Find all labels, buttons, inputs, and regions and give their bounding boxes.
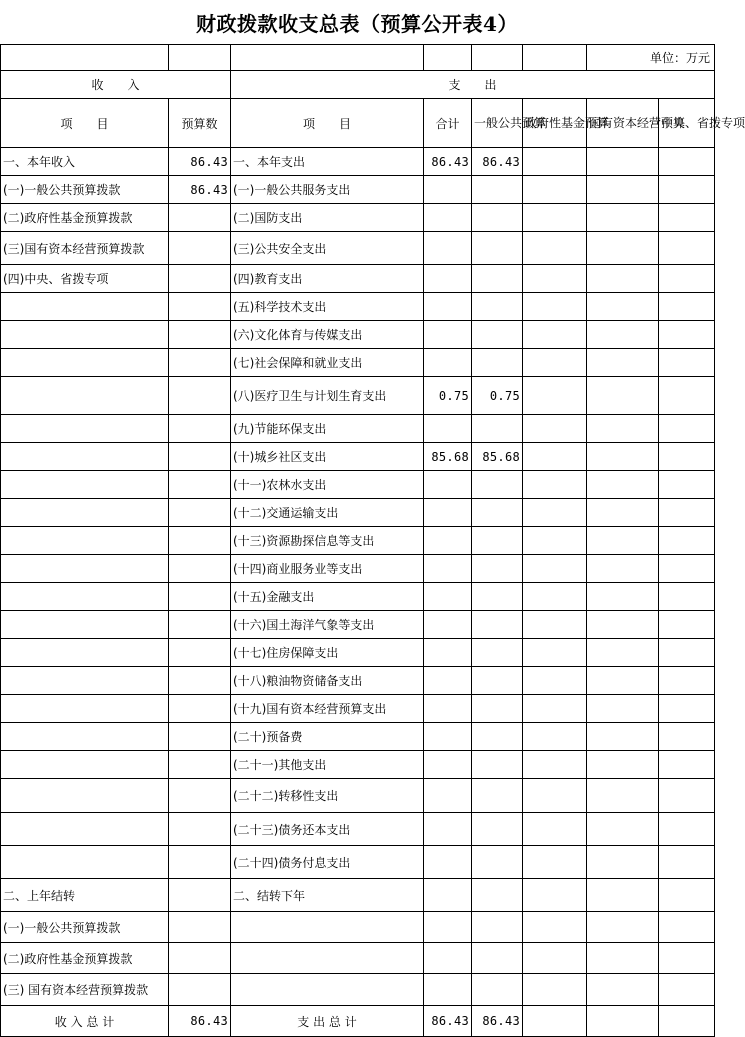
income-item-cell: (二)政府性基金预算拨款 [1, 943, 169, 974]
gov-fund-cell [523, 667, 587, 695]
general-budget-cell [472, 415, 523, 443]
general-budget-cell [472, 499, 523, 527]
state-capital-cell [587, 471, 659, 499]
income-amount-cell [169, 499, 231, 527]
expense-total-cell [424, 555, 472, 583]
expense-item-cell: (二十一)其他支出 [231, 751, 424, 779]
expense-total-cell [424, 912, 472, 943]
table-row [1, 943, 715, 974]
gov-fund-cell [523, 779, 587, 813]
expense-total-cell [424, 176, 472, 204]
table-row [1, 443, 715, 471]
expense-item-cell [231, 912, 424, 943]
state-capital-cell [587, 583, 659, 611]
central-provincial-cell [659, 846, 715, 879]
income-amount-cell [169, 377, 231, 415]
gov-fund-cell [523, 912, 587, 943]
gov-fund-cell [523, 265, 587, 293]
state-capital-total [587, 1006, 659, 1037]
expense-item-cell: 二、结转下年 [231, 879, 424, 912]
income-amount-cell [169, 723, 231, 751]
table-row [1, 583, 715, 611]
income-total-amount: 86.43 [169, 1006, 231, 1037]
general-budget-cell [472, 912, 523, 943]
income-item-cell [1, 499, 169, 527]
state-capital-cell [587, 377, 659, 415]
table-row [1, 813, 715, 846]
gov-fund-cell [523, 846, 587, 879]
expense-total-cell [424, 611, 472, 639]
income-amount-cell [169, 204, 231, 232]
expense-total-cell: 86.43 [424, 148, 472, 176]
central-provincial-cell [659, 377, 715, 415]
expense-item-cell: (二十四)债务付息支出 [231, 846, 424, 879]
central-provincial-cell [659, 667, 715, 695]
income-item-cell: (三) 国有资本经营预算拨款 [1, 974, 169, 1006]
central-provincial-cell [659, 499, 715, 527]
general-budget-cell [472, 639, 523, 667]
income-item-cell [1, 751, 169, 779]
expense-total-cell [424, 583, 472, 611]
state-capital-cell [587, 265, 659, 293]
expense-item-cell: (十三)资源勘探信息等支出 [231, 527, 424, 555]
gov-fund-header: 政府性基金预算 [523, 99, 587, 148]
central-provincial-cell [659, 148, 715, 176]
gov-fund-cell [523, 751, 587, 779]
state-capital-cell [587, 912, 659, 943]
income-amount-cell [169, 265, 231, 293]
general-budget-cell [472, 527, 523, 555]
income-amount-cell [169, 912, 231, 943]
expense-item-cell [231, 974, 424, 1006]
income-item-cell [1, 555, 169, 583]
income-amount-cell [169, 321, 231, 349]
gov-fund-cell [523, 232, 587, 265]
expense-total-cell [424, 499, 472, 527]
general-budget-cell [472, 232, 523, 265]
expense-total-cell [424, 265, 472, 293]
expense-item-cell: (十八)粮油物资储备支出 [231, 667, 424, 695]
table-row [1, 667, 715, 695]
income-amount-cell [169, 943, 231, 974]
table-row [1, 321, 715, 349]
income-item-cell [1, 349, 169, 377]
income-amount-cell [169, 846, 231, 879]
general-budget-cell: 0.75 [472, 377, 523, 415]
expense-total-cell [424, 723, 472, 751]
expense-item-cell: (四)教育支出 [231, 265, 424, 293]
state-capital-cell [587, 148, 659, 176]
expense-total-cell [424, 943, 472, 974]
expense-item-cell: (十)城乡社区支出 [231, 443, 424, 471]
central-provincial-cell [659, 974, 715, 1006]
gov-fund-cell [523, 695, 587, 723]
income-section-header: 收 入 [1, 71, 231, 99]
state-capital-cell [587, 293, 659, 321]
gov-fund-cell [523, 349, 587, 377]
general-budget-cell [472, 879, 523, 912]
general-budget-cell [472, 846, 523, 879]
expense-total-cell [424, 471, 472, 499]
gov-fund-cell [523, 204, 587, 232]
expense-item-cell: (七)社会保障和就业支出 [231, 349, 424, 377]
income-item-cell [1, 415, 169, 443]
table-row [1, 293, 715, 321]
central-provincial-cell [659, 265, 715, 293]
central-provincial-cell [659, 293, 715, 321]
income-amount-cell [169, 415, 231, 443]
expense-total-cell [424, 974, 472, 1006]
unit-row [1, 45, 715, 71]
income-item-cell [1, 377, 169, 415]
state-capital-cell [587, 974, 659, 1006]
general-budget-cell [472, 176, 523, 204]
central-provincial-cell [659, 723, 715, 751]
expense-total-cell [424, 232, 472, 265]
gov-fund-cell [523, 813, 587, 846]
state-capital-cell [587, 813, 659, 846]
income-amount-cell: 86.43 [169, 148, 231, 176]
central-provincial-cell [659, 879, 715, 912]
central-provincial-cell [659, 751, 715, 779]
general-budget-cell: 86.43 [472, 148, 523, 176]
central-provincial-cell [659, 639, 715, 667]
income-item-cell: (四)中央、省拨专项 [1, 265, 169, 293]
state-capital-cell [587, 667, 659, 695]
central-provincial-cell [659, 583, 715, 611]
expense-item-cell: (十七)住房保障支出 [231, 639, 424, 667]
general-budget-cell [472, 813, 523, 846]
expense-total-cell [424, 751, 472, 779]
state-capital-cell [587, 321, 659, 349]
state-capital-cell [587, 879, 659, 912]
state-capital-header: 国有资本经营预算 [587, 99, 659, 148]
expense-total-cell [424, 667, 472, 695]
expense-item-cell: (九)节能环保支出 [231, 415, 424, 443]
expense-item-cell [231, 943, 424, 974]
income-item-cell: (二)政府性基金预算拨款 [1, 204, 169, 232]
central-provincial-total [659, 1006, 715, 1037]
income-amount-cell [169, 583, 231, 611]
expense-item-cell: (五)科学技术支出 [231, 293, 424, 321]
expense-total-cell [424, 349, 472, 377]
general-budget-cell [472, 667, 523, 695]
general-budget-total: 86.43 [472, 1006, 523, 1037]
table-row [1, 639, 715, 667]
state-capital-cell [587, 349, 659, 377]
central-provincial-cell [659, 611, 715, 639]
income-item-cell [1, 639, 169, 667]
central-provincial-cell [659, 943, 715, 974]
income-item-cell [1, 611, 169, 639]
gov-fund-cell [523, 377, 587, 415]
income-amount-cell [169, 751, 231, 779]
income-item-cell: (一)一般公共预算拨款 [1, 912, 169, 943]
expense-item-cell: (二十二)转移性支出 [231, 779, 424, 813]
totals-row [1, 1006, 715, 1037]
gov-fund-cell [523, 879, 587, 912]
income-item-cell [1, 813, 169, 846]
state-capital-cell [587, 695, 659, 723]
general-budget-cell [472, 204, 523, 232]
section-header-row [1, 71, 715, 99]
income-amount-cell [169, 667, 231, 695]
income-item-cell [1, 583, 169, 611]
gov-fund-cell [523, 471, 587, 499]
general-budget-cell [472, 751, 523, 779]
table-row [1, 611, 715, 639]
expense-item-cell: (八)医疗卫生与计划生育支出 [231, 377, 424, 415]
budget-table [0, 44, 745, 1037]
income-item-cell [1, 293, 169, 321]
table-row [1, 779, 715, 813]
gov-fund-cell [523, 639, 587, 667]
state-capital-cell [587, 415, 659, 443]
gov-fund-cell [523, 974, 587, 1006]
income-item-cell [1, 443, 169, 471]
income-amount-cell [169, 443, 231, 471]
income-amount-cell [169, 349, 231, 377]
central-provincial-cell [659, 415, 715, 443]
general-budget-cell: 85.68 [472, 443, 523, 471]
state-capital-cell [587, 779, 659, 813]
general-budget-cell [472, 611, 523, 639]
gov-fund-cell [523, 943, 587, 974]
general-budget-cell [472, 321, 523, 349]
expense-item-cell: (十四)商业服务业等支出 [231, 555, 424, 583]
income-amount-cell [169, 555, 231, 583]
income-item-cell: (三)国有资本经营预算拨款 [1, 232, 169, 265]
expense-item-cell: (一)一般公共服务支出 [231, 176, 424, 204]
expense-total-cell [424, 813, 472, 846]
expense-item-cell: 一、本年支出 [231, 148, 424, 176]
income-amount-cell [169, 611, 231, 639]
state-capital-cell [587, 639, 659, 667]
income-item-cell: 二、上年结转 [1, 879, 169, 912]
table-row [1, 349, 715, 377]
income-amount-cell [169, 695, 231, 723]
budget-header: 预算数 [169, 99, 231, 148]
general-budget-header: 一般公共预算 [472, 99, 523, 148]
central-provincial-cell [659, 695, 715, 723]
income-item-cell [1, 846, 169, 879]
expense-total-cell [424, 639, 472, 667]
general-budget-cell [472, 974, 523, 1006]
income-amount-cell [169, 471, 231, 499]
central-provincial-cell [659, 912, 715, 943]
table-row [1, 879, 715, 912]
gov-fund-cell [523, 583, 587, 611]
expense-total-cell [424, 321, 472, 349]
state-capital-cell [587, 204, 659, 232]
income-total-label: 收 入 总 计 [1, 1006, 169, 1037]
state-capital-cell [587, 723, 659, 751]
table-row [1, 723, 715, 751]
income-item-cell: 一、本年收入 [1, 148, 169, 176]
state-capital-cell [587, 555, 659, 583]
expense-item-cell: (十二)交通运输支出 [231, 499, 424, 527]
income-amount-cell [169, 232, 231, 265]
unit-label: 单位：万元 [587, 45, 715, 71]
expense-total-cell [424, 293, 472, 321]
central-provincial-cell [659, 471, 715, 499]
gov-fund-cell [523, 443, 587, 471]
state-capital-cell [587, 943, 659, 974]
expense-total-cell: 85.68 [424, 443, 472, 471]
state-capital-cell [587, 499, 659, 527]
general-budget-cell [472, 265, 523, 293]
table-row [1, 148, 715, 176]
table-row [1, 974, 715, 1006]
expense-total-label: 支 出 总 计 [231, 1006, 424, 1037]
expense-total-amount: 86.43 [424, 1006, 472, 1037]
table-row [1, 912, 715, 943]
expense-item-cell: (三)公共安全支出 [231, 232, 424, 265]
general-budget-cell [472, 943, 523, 974]
expense-total-cell: 0.75 [424, 377, 472, 415]
general-budget-cell [472, 779, 523, 813]
central-provincial-cell [659, 204, 715, 232]
expense-section-header: 支 出 [231, 71, 715, 99]
expense-item-cell: (六)文化体育与传媒支出 [231, 321, 424, 349]
central-provincial-cell [659, 779, 715, 813]
table-row [1, 499, 715, 527]
expense-item-cell: (十九)国有资本经营预算支出 [231, 695, 424, 723]
central-provincial-header: 中央、省拨专项 [659, 99, 715, 148]
central-provincial-cell [659, 555, 715, 583]
table-row [1, 204, 715, 232]
general-budget-cell [472, 723, 523, 751]
table-row [1, 232, 715, 265]
state-capital-cell [587, 751, 659, 779]
central-provincial-cell [659, 349, 715, 377]
total-header: 合计 [424, 99, 472, 148]
gov-fund-cell [523, 723, 587, 751]
income-amount-cell [169, 879, 231, 912]
income-item-cell [1, 321, 169, 349]
income-item-cell [1, 471, 169, 499]
income-amount-cell [169, 974, 231, 1006]
expense-item-cell: (二十)预备费 [231, 723, 424, 751]
table-row [1, 265, 715, 293]
general-budget-cell [472, 349, 523, 377]
central-provincial-cell [659, 443, 715, 471]
expense-item-cell: (二十三)债务还本支出 [231, 813, 424, 846]
expense-item-cell: (二)国防支出 [231, 204, 424, 232]
table-row [1, 176, 715, 204]
income-amount-cell [169, 639, 231, 667]
expense-total-cell [424, 695, 472, 723]
state-capital-cell [587, 846, 659, 879]
income-item-cell: (一)一般公共预算拨款 [1, 176, 169, 204]
general-budget-cell [472, 555, 523, 583]
gov-fund-cell [523, 415, 587, 443]
table-row [1, 415, 715, 443]
gov-fund-total [523, 1006, 587, 1037]
table-row [1, 527, 715, 555]
expense-total-cell [424, 415, 472, 443]
expense-item-cell: (十五)金融支出 [231, 583, 424, 611]
state-capital-cell [587, 611, 659, 639]
expense-total-cell [424, 527, 472, 555]
general-budget-cell [472, 695, 523, 723]
income-amount-cell [169, 527, 231, 555]
gov-fund-cell [523, 321, 587, 349]
state-capital-cell [587, 176, 659, 204]
general-budget-cell [472, 583, 523, 611]
general-budget-cell [472, 293, 523, 321]
income-item-cell [1, 695, 169, 723]
general-budget-cell [472, 471, 523, 499]
expense-total-cell [424, 879, 472, 912]
table-row [1, 471, 715, 499]
central-provincial-cell [659, 176, 715, 204]
expense-total-cell [424, 204, 472, 232]
page-title: 财政拨款收支总表（预算公开表4） [196, 11, 518, 36]
gov-fund-cell [523, 499, 587, 527]
table-row [1, 555, 715, 583]
expense-total-cell [424, 779, 472, 813]
income-item-cell [1, 667, 169, 695]
column-header-row [1, 99, 715, 148]
gov-fund-cell [523, 176, 587, 204]
gov-fund-cell [523, 293, 587, 321]
state-capital-cell [587, 232, 659, 265]
income-amount-cell: 86.43 [169, 176, 231, 204]
central-provincial-cell [659, 232, 715, 265]
expense-total-cell [424, 846, 472, 879]
income-amount-cell [169, 813, 231, 846]
state-capital-cell [587, 443, 659, 471]
expense-item-header: 项 目 [231, 99, 424, 148]
gov-fund-cell [523, 148, 587, 176]
income-item-cell [1, 723, 169, 751]
income-amount-cell [169, 293, 231, 321]
table-row [1, 751, 715, 779]
table-row [1, 846, 715, 879]
gov-fund-cell [523, 555, 587, 583]
state-capital-cell [587, 527, 659, 555]
expense-item-cell: (十一)农林水支出 [231, 471, 424, 499]
income-item-header: 项 目 [1, 99, 169, 148]
central-provincial-cell [659, 813, 715, 846]
expense-item-cell: (十六)国土海洋气象等支出 [231, 611, 424, 639]
income-item-cell [1, 779, 169, 813]
table-row [1, 377, 715, 415]
central-provincial-cell [659, 321, 715, 349]
table-row [1, 695, 715, 723]
gov-fund-cell [523, 527, 587, 555]
income-amount-cell [169, 779, 231, 813]
income-item-cell [1, 527, 169, 555]
central-provincial-cell [659, 527, 715, 555]
gov-fund-cell [523, 611, 587, 639]
